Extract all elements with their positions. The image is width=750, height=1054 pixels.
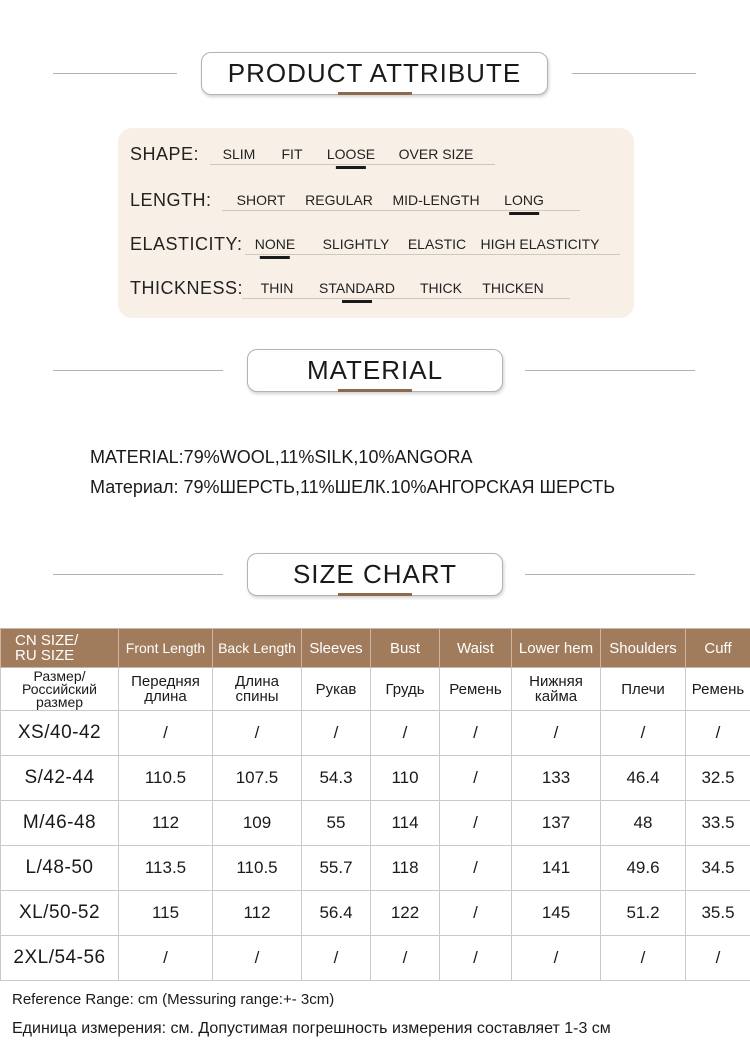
header-cell: Передняя длина bbox=[119, 668, 213, 711]
measurement-cell: / bbox=[686, 936, 750, 981]
size-chart-table bbox=[0, 628, 750, 981]
attribute-option-selected: STANDARD bbox=[319, 280, 395, 296]
header-cell: Waist bbox=[440, 629, 512, 668]
measurement-cell: 112 bbox=[213, 891, 302, 936]
measurement-cell: 141 bbox=[512, 846, 601, 891]
measurement-cell: / bbox=[440, 756, 512, 801]
attribute-option: THICK bbox=[420, 280, 462, 296]
attribute-option-selected: LONG bbox=[504, 192, 544, 208]
measurement-cell: 48 bbox=[601, 801, 686, 846]
attribute-option: HIGH ELASTICITY bbox=[480, 236, 600, 252]
attribute-label: SHAPE: bbox=[130, 144, 200, 164]
header-cell: Back Length bbox=[213, 629, 302, 668]
material-composition-ru: Материал: 79%ШЕРСТЬ,11%ШЕЛК.10%АНГОРСКАЯ ШЕРСТЬ bbox=[90, 477, 616, 497]
size-label-cell: M/46-48 bbox=[1, 801, 119, 846]
measurement-cell: 49.6 bbox=[601, 846, 686, 891]
header-cell: CN SIZE/ RU SIZE bbox=[1, 629, 119, 668]
section-title-text: SIZE CHART bbox=[292, 559, 458, 589]
table-row bbox=[1, 891, 750, 936]
header-cell: Sleeves bbox=[302, 629, 371, 668]
header-cell: Front Length bbox=[119, 629, 213, 668]
attribute-row-elasticity bbox=[130, 232, 630, 262]
attribute-row-thickness bbox=[130, 276, 610, 306]
section-title-text: PRODUCT ATTRIBUTE bbox=[227, 58, 522, 88]
attribute-underline bbox=[222, 210, 580, 211]
title-accent-bar bbox=[338, 593, 412, 596]
measurement-cell: 56.4 bbox=[302, 891, 371, 936]
measurement-cell: / bbox=[213, 711, 302, 756]
measurement-cell: 33.5 bbox=[686, 801, 750, 846]
header-cell: Грудь bbox=[371, 668, 440, 711]
measurement-cell: 109 bbox=[213, 801, 302, 846]
header-cell: Ремень bbox=[440, 668, 512, 711]
measurement-cell: / bbox=[213, 936, 302, 981]
measurement-cell: / bbox=[440, 846, 512, 891]
measurement-cell: / bbox=[440, 891, 512, 936]
attribute-underline bbox=[210, 164, 495, 165]
measurement-cell: 46.4 bbox=[601, 756, 686, 801]
table-row bbox=[1, 711, 750, 756]
size-chart-body bbox=[1, 711, 750, 981]
measurement-cell: 137 bbox=[512, 801, 601, 846]
measurement-cell: / bbox=[371, 711, 440, 756]
measurement-cell: 34.5 bbox=[686, 846, 750, 891]
measurement-cell: 110.5 bbox=[119, 756, 213, 801]
measurement-cell: / bbox=[302, 936, 371, 981]
measurement-cell: 118 bbox=[371, 846, 440, 891]
attribute-option: ELASTIC bbox=[407, 236, 467, 252]
material-composition-en: MATERIAL:79%WOOL,11%SILK,10%ANGORA bbox=[90, 447, 473, 467]
attribute-label: ELASTICITY: bbox=[130, 234, 243, 254]
header-cell: Bust bbox=[371, 629, 440, 668]
header-cell: Плечи bbox=[601, 668, 686, 711]
measurement-cell: / bbox=[512, 936, 601, 981]
section-title-text: MATERIAL bbox=[306, 355, 444, 385]
measurement-cell: / bbox=[512, 711, 601, 756]
attribute-option: MID-LENGTH bbox=[392, 192, 480, 208]
title-accent-bar bbox=[338, 92, 412, 95]
section-title-product-attribute bbox=[201, 52, 548, 95]
measurement-cell: 145 bbox=[512, 891, 601, 936]
measurement-cell: 115 bbox=[119, 891, 213, 936]
header-cell: Shoulders bbox=[601, 629, 686, 668]
size-chart-header-en bbox=[1, 629, 750, 668]
measurement-cell: / bbox=[371, 936, 440, 981]
measurement-cell: 51.2 bbox=[601, 891, 686, 936]
attribute-option: THIN bbox=[260, 280, 294, 296]
size-label-cell: XS/40-42 bbox=[1, 711, 119, 756]
attribute-option: SLIGHTLY bbox=[322, 236, 390, 252]
measurement-cell: 113.5 bbox=[119, 846, 213, 891]
selected-marker bbox=[509, 212, 539, 215]
attribute-option: REGULAR bbox=[305, 192, 373, 208]
size-label-cell: S/42-44 bbox=[1, 756, 119, 801]
measurement-cell: / bbox=[440, 801, 512, 846]
header-cell: Lower hem bbox=[512, 629, 601, 668]
measurement-cell: / bbox=[119, 936, 213, 981]
size-label-cell: 2XL/54-56 bbox=[1, 936, 119, 981]
measurement-cell: 35.5 bbox=[686, 891, 750, 936]
header-cell: Длина спины bbox=[213, 668, 302, 711]
measurement-cell: / bbox=[119, 711, 213, 756]
divider-line bbox=[572, 73, 696, 74]
measurement-cell: / bbox=[601, 711, 686, 756]
header-cell: Ремень bbox=[686, 668, 750, 711]
header-cell: Размер/ Российский размер bbox=[1, 668, 119, 711]
header-cell: Рукав bbox=[302, 668, 371, 711]
measurement-cell: 114 bbox=[371, 801, 440, 846]
title-accent-bar bbox=[338, 389, 412, 392]
table-row bbox=[1, 846, 750, 891]
attribute-option: SHORT bbox=[236, 192, 286, 208]
section-title-material bbox=[247, 349, 503, 392]
measurement-cell: / bbox=[302, 711, 371, 756]
measurement-cell: 32.5 bbox=[686, 756, 750, 801]
measurement-cell: / bbox=[686, 711, 750, 756]
attribute-panel bbox=[118, 128, 634, 318]
attribute-option: OVER SIZE bbox=[398, 146, 474, 162]
table-row bbox=[1, 801, 750, 846]
measurement-cell: / bbox=[440, 936, 512, 981]
size-label-cell: XL/50-52 bbox=[1, 891, 119, 936]
attribute-option: SLIM bbox=[222, 146, 256, 162]
reference-range-note-ru: Единица измерения: см. Допустимая погрешность измерения составляет 1-3 см bbox=[12, 1020, 611, 1037]
measurement-cell: / bbox=[601, 936, 686, 981]
attribute-option-selected: LOOSE bbox=[327, 146, 375, 162]
attribute-label: THICKNESS: bbox=[130, 278, 244, 298]
divider-line bbox=[525, 370, 695, 371]
size-chart-header-ru bbox=[1, 668, 750, 711]
attribute-underline bbox=[242, 298, 570, 299]
measurement-cell: 55.7 bbox=[302, 846, 371, 891]
selected-marker bbox=[336, 166, 366, 169]
size-label-cell: L/48-50 bbox=[1, 846, 119, 891]
table-row bbox=[1, 756, 750, 801]
divider-line bbox=[525, 574, 695, 575]
attribute-underline bbox=[245, 254, 620, 255]
attribute-row-length bbox=[130, 188, 610, 218]
measurement-cell: 54.3 bbox=[302, 756, 371, 801]
measurement-cell: 110.5 bbox=[213, 846, 302, 891]
header-cell: Cuff bbox=[686, 629, 750, 668]
measurement-cell: 122 bbox=[371, 891, 440, 936]
attribute-row-shape bbox=[130, 142, 610, 172]
selected-marker bbox=[342, 300, 372, 303]
selected-marker bbox=[260, 256, 290, 259]
measurement-cell: 110 bbox=[371, 756, 440, 801]
attribute-option-selected: NONE bbox=[255, 236, 295, 252]
measurement-cell: 112 bbox=[119, 801, 213, 846]
attribute-label: LENGTH: bbox=[130, 190, 212, 210]
attribute-option: FIT bbox=[281, 146, 303, 162]
measurement-cell: / bbox=[440, 711, 512, 756]
measurement-cell: 107.5 bbox=[213, 756, 302, 801]
measurement-cell: 133 bbox=[512, 756, 601, 801]
attribute-option: THICKEN bbox=[482, 280, 544, 296]
section-title-size-chart bbox=[247, 553, 503, 596]
divider-line bbox=[53, 574, 223, 575]
divider-line bbox=[53, 370, 223, 371]
divider-line bbox=[53, 73, 177, 74]
header-cell: Нижняя кайма bbox=[512, 668, 601, 711]
reference-range-note-en: Reference Range: cm (Messuring range:+- 3cm) bbox=[12, 991, 335, 1008]
measurement-cell: 55 bbox=[302, 801, 371, 846]
table-row bbox=[1, 936, 750, 981]
